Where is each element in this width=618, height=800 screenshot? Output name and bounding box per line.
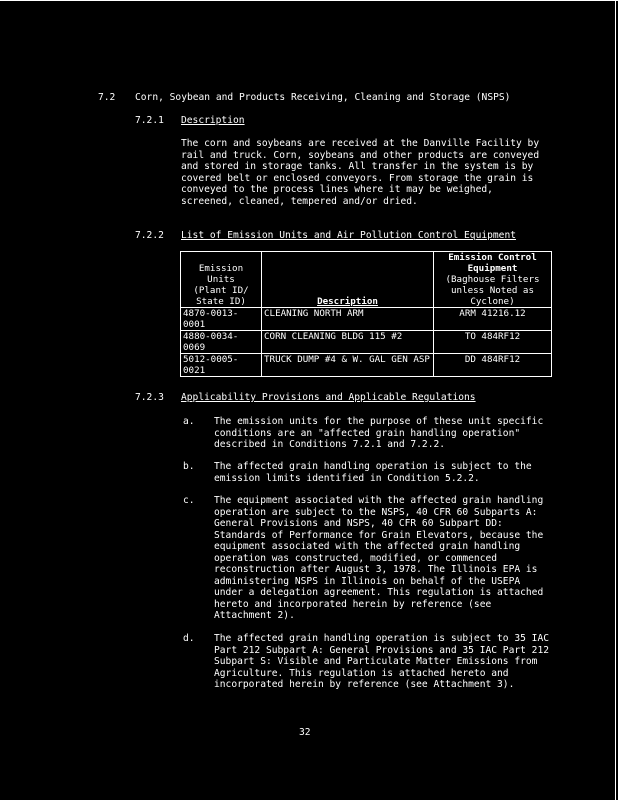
description-heading: Description bbox=[181, 115, 245, 126]
cell-unit: 5012-0005-0021 bbox=[181, 354, 262, 377]
cell-description: CORN CLEANING BLDG 115 #2 bbox=[262, 331, 434, 354]
cell-control: TO 484RF12 bbox=[434, 331, 552, 354]
header-units: Emission Units (Plant ID/ State ID) bbox=[181, 252, 262, 308]
page-border-right bbox=[615, 0, 616, 800]
cell-description: CLEANING NORTH ARM bbox=[262, 308, 434, 331]
description-number: 7.2.1 bbox=[135, 115, 164, 126]
item-label-b: b. bbox=[183, 461, 195, 472]
item-label-c: c. bbox=[183, 495, 195, 506]
cell-control: DD 484RF12 bbox=[434, 354, 552, 377]
header-description: Description bbox=[262, 252, 434, 308]
section-title: Corn, Soybean and Products Receiving, Cleaning and Storage (NSPS) bbox=[135, 92, 511, 103]
table-header-row bbox=[181, 252, 552, 308]
table-row bbox=[181, 308, 552, 331]
cell-unit: 4870-0013-0001 bbox=[181, 308, 262, 331]
page-border-top bbox=[0, 0, 618, 1]
item-label-a: a. bbox=[183, 416, 195, 427]
cell-control: ARM 41216.12 bbox=[434, 308, 552, 331]
item-text-b: The affected grain handling operation is subject to the emission limits identified in Condition 5.2.2. bbox=[214, 461, 532, 484]
emission-list-heading: List of Emission Units and Air Pollution Control Equipment bbox=[181, 230, 517, 241]
item-text-a: The emission units for the purpose of these unit specific conditions are an "affected grain handling operation" described in Conditions 7.2.1 and 7.2.2. bbox=[214, 416, 544, 450]
emission-list-number: 7.2.2 bbox=[135, 230, 164, 241]
table-row bbox=[181, 354, 552, 377]
emission-units-table bbox=[180, 251, 552, 377]
item-text-c: The equipment associated with the affected grain handling operation are subject to the NSPS, 40 CFR 60 Subparts A: General Provisions and NSPS, 40 CFR 60 Subpart DD: Standards of Performance for Grain Elevators, because the equipment associated with the affected grain handling operation was constructed, modified, or commenced reconstruction after August 3, 1978. The Illinois EPA is administering NSPS in Illinois on behalf of the USEPA under a delegation agreement. This regulation is attached hereto and incorporated herein by reference (see Attachment 2). bbox=[214, 495, 544, 621]
item-text-d: The affected grain handling operation is subject to 35 IAC Part 212 Subpart A: General Provisions and 35 IAC Part 212 Subpart S: Visible and Particulate Matter Emissions from Agriculture. This regulation is attached hereto and incorporated herein by reference (see Attachment 3). bbox=[214, 633, 550, 690]
header-control: Emission Control Equipment (Baghouse Filters unless Noted as Cyclone) bbox=[434, 252, 552, 308]
cell-unit: 4880-0034-0069 bbox=[181, 331, 262, 354]
applicability-number: 7.2.3 bbox=[135, 392, 164, 403]
applicability-heading: Applicability Provisions and Applicable Regulations bbox=[181, 392, 476, 403]
description-text: The corn and soybeans are received at the Danville Facility by rail and truck. Corn, soybeans and other products are conveyed and stored in storage tanks. All transfer in the system is by covered belt or enclosed conveyors. From storage the grain is conveyed to the process lines where it may be weighed, screened, cleaned, tempered and/or dried. bbox=[181, 138, 540, 207]
item-label-d: d. bbox=[183, 633, 195, 644]
cell-description: TRUCK DUMP #4 & W. GAL GEN ASP bbox=[262, 354, 434, 377]
page-number: 32 bbox=[299, 727, 311, 738]
table-row bbox=[181, 331, 552, 354]
section-number: 7.2 bbox=[98, 92, 116, 103]
